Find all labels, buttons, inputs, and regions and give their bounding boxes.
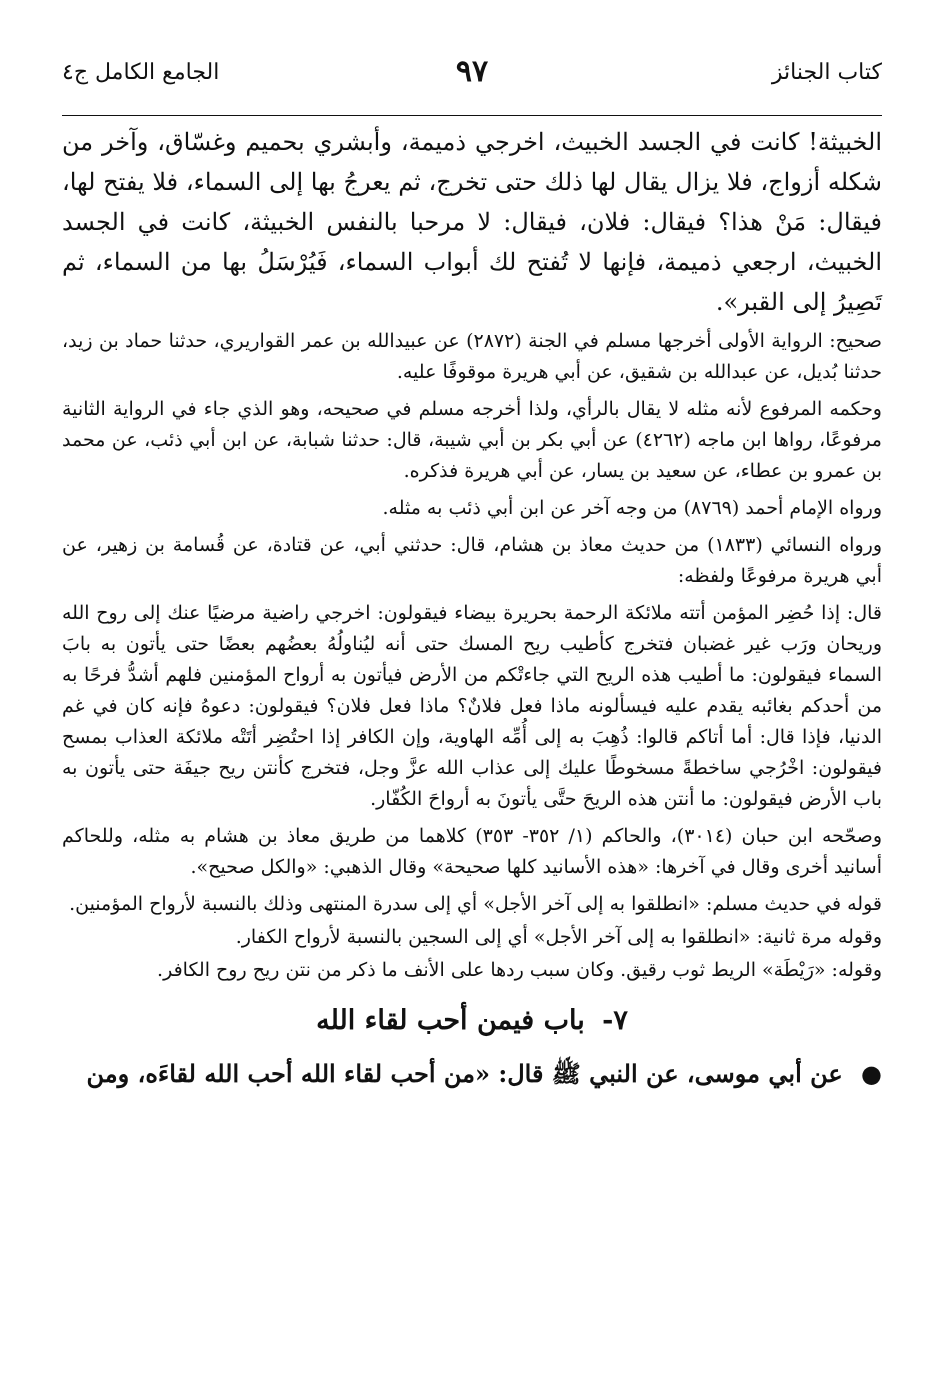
commentary-paragraph: صحيح: الرواية الأولى أخرجها مسلم في الجنة (٢٨٧٢) عن عبيدالله بن عمر القواريري، حدثنا حماد بن زيد، حدثنا بُديل، عن عبدالله بن شقيق، عن أبي هريرة موقوفًا عليه. <box>62 330 882 383</box>
chapter-title: كتاب الجنائز <box>771 60 882 85</box>
section-title-text: باب فيمن أحب لقاء الله <box>316 1005 585 1036</box>
commentary-paragraph: وحكمه المرفوع لأنه مثله لا يقال بالرأي، ولذا أخرجه مسلم في صحيحه، وهو الذي جاء في الرواية الثانية مرفوعًا، رواها ابن ماجه (٤٢٦٢) عن أبي بكر بن أبي شيبة، قال: حدثنا شبابة، عن ابن أبي ذئب، عن محمد بن عمرو بن عطاء، عن سعيد بن يسار، عن أبي هريرة فذكره. <box>62 398 882 482</box>
commentary-paragraph: وصحّحه ابن حبان (٣٠١٤)، والحاكم (١/ ٣٥٢- ٣٥٣) كلاهما من طريق معاذ بن هشام به مثله، وللحاكم أسانيد أخرى وقال في آخرها: «هذه الأسانيد كلها صحيحة» وقال الذهبي: «والكل صحيح». <box>62 825 882 878</box>
page-header <box>62 52 882 102</box>
commentary-paragraph: ورواه الإمام أحمد (٨٧٦٩) من وجه آخر عن ابن أبي ذئب به مثله. <box>382 497 882 519</box>
page-content <box>62 122 882 1094</box>
bullet-text: عن أبي موسى، عن النبي ﷺ قال: «من أحب لقاء الله أحب الله لقاءَه، ومن <box>86 1059 843 1088</box>
hadith-text: الخبيثة! كانت في الجسد الخبيث، اخرجي ذميمة، وأبشري بحميم وغسّاق، وآخر من شكله أزواج، فلا يزال يقال لها ذلك حتى تخرج، ثم يعرجُ بها إلى السماء، فلا يفتح لها، فيقال: مَنْ هذا؟ فيقال: فلان، فيقال: لا مرحبا بالنفس الخبيثة، كانت في الجسد الخبيث، ارجعي ذميمة، فإنها لا تُفتح لك أبواب السماء، فَيُرْسَلُ بها من السماء، ثم تَصِيرُ إلى القبر». <box>62 128 882 316</box>
commentary-paragraph: قوله في حديث مسلم: «انطلقوا به إلى آخر الأجل» أي إلى سدرة المنتهى وذلك بالنسبة لأرواح المؤمنين. <box>69 893 882 915</box>
hadith-bullet <box>62 1054 882 1094</box>
commentary-paragraph: وقوله: «رَيْطَة» الريط ثوب رقيق. وكان سبب ردها على الأنف ما ذكر من نتن ريح روح الكافر. <box>157 959 882 981</box>
commentary-paragraph: وقوله مرة ثانية: «انطلقوا به إلى آخر الأجل» أي إلى السجين بالنسبة لأرواح الكفار. <box>235 926 882 948</box>
page-number: ٩٧ <box>455 54 489 89</box>
header-divider <box>62 115 882 116</box>
section-heading <box>62 998 882 1044</box>
commentary-paragraph: ورواه النسائي (١٨٣٣) من حديث معاذ بن هشام، قال: حدثني أبي، عن قتادة، عن قُسامة بن زهير، عن أبي هريرة مرفوعًا ولفظه: <box>62 534 882 587</box>
section-number: ٧- <box>602 1005 628 1036</box>
commentary-paragraph: قال: إذا حُضِر المؤمن أتته ملائكة الرحمة بحريرة بيضاء فيقولون: اخرجي راضية مرضيًا عنك إلى روح الله وريحان ورَب غير غضبان فتخرج كأطيب ريح المسك حتى أنه ليُناولُهُ بعضُهم بعضًا حتى يأتون به بابَ السماء فيقولون: ما أطيب هذه الريح التي جاءتْكم من الأرض فيأتون به أرواح المؤمنين فلهم أشدُّ فرحًا به من أحدكم بغائبه يقدم عليه فيسألونه ماذا فعل فلانٌ؟ ماذا فعل فلان؟ فيقولون: دعوهُ فإنه كان في غم الدنيا، فإذا قال: أما أتاكم قالوا: ذُهِبَ به إلى أُمِّه الهاوية، وإن الكافر إذا احتُضِر أتَتْه ملائكة العذاب بمسح فيقولون: اخْرُجي ساخطةً مسخوطًا عليك إلى عذاب الله عزَّ وجل، فتخرج كأنتن ريح جيفَة حتى يأتون به باب الأرض فيقولون: ما أنتن هذه الريحَ حتَّى يأتونَ به أرواحَ الكُفّار. <box>62 602 882 810</box>
book-title: الجامع الكامل ج٤ <box>62 60 220 85</box>
bullet-icon: ● <box>861 1059 882 1088</box>
